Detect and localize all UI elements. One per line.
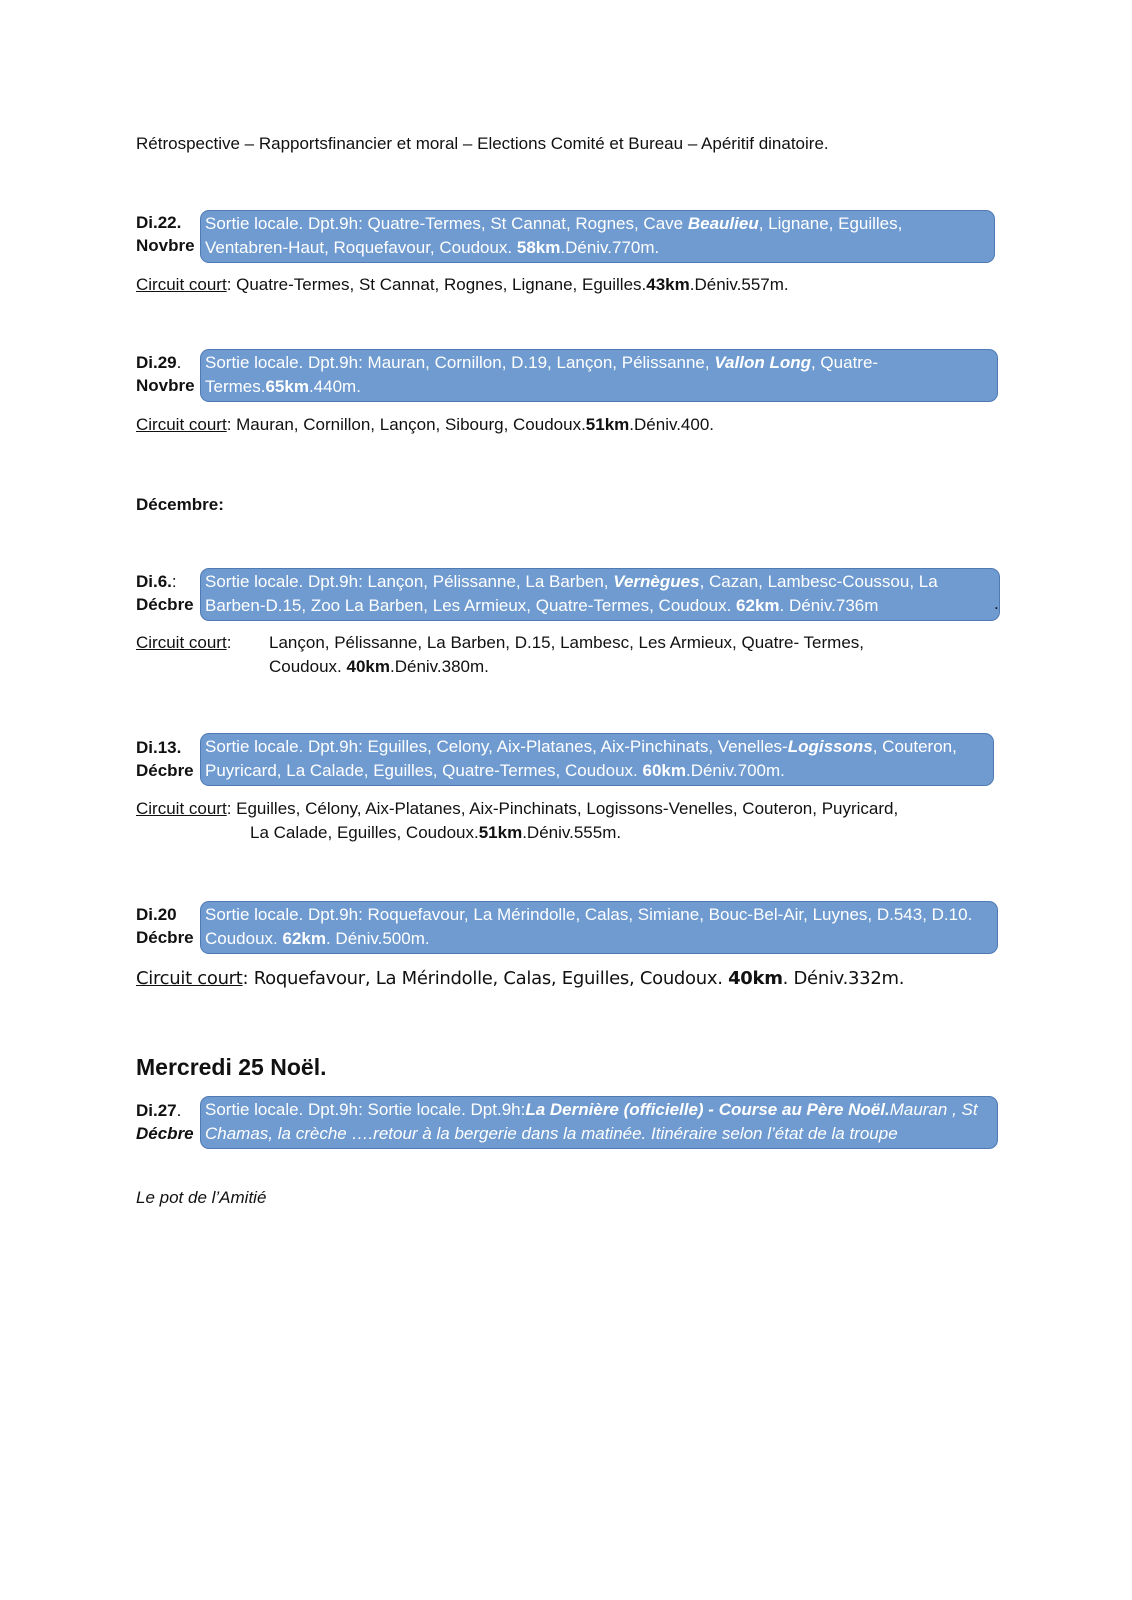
entry-day: Di.13.: [136, 738, 182, 757]
entry-date: Di.29. Novbre: [136, 353, 195, 395]
short-circuit-label: Circuit court: [136, 415, 227, 434]
entry-date: [136, 903, 194, 949]
ride-box: Sortie locale. Dpt.9h: Eguilles, Celony, Aix-Platanes, Aix-Pinchinats, Venelles-Logissons, Couteron, Puyricard, La Calade, Eguilles, Quatre-Termes, Coudoux. 60km.Déniv.700m.: [200, 733, 994, 786]
entry-date: [136, 736, 194, 782]
entry-month: Décbre: [136, 1124, 194, 1143]
ride-box: Sortie locale. Dpt.9h: Sortie locale. Dpt.9h:La Dernière (officielle) - Course au Père Noël.Mauran , St Chamas, la crèche ….retour à la bergerie dans la matinée. Itinéraire selon l’état de la troupe: [200, 1096, 998, 1149]
ride-box: Sortie locale. Dpt.9h: Roquefavour, La Mérindolle, Calas, Simiane, Bouc-Bel-Air, Luynes, D.543, D.10. Coudoux. 62km. Déniv.500m.: [200, 901, 998, 954]
entry-month: Décbre: [136, 761, 194, 780]
entry-month: Novbre: [136, 376, 195, 395]
entry-month: Novbre: [136, 236, 195, 255]
entry-date: Di.27. Décbre: [136, 1101, 194, 1143]
short-circuit: Circuit court: Quatre-Termes, St Cannat, Rognes, Lignane, Eguilles.43km.Déniv.557m.: [136, 275, 789, 294]
short-circuit-label: Circuit court: [136, 799, 227, 818]
entry-date: [136, 211, 195, 257]
entry-day: Di.20: [136, 905, 177, 924]
ride-box: Sortie locale. Dpt.9h: Mauran, Cornillon, D.19, Lançon, Pélissanne, Vallon Long, Quatre-Termes.65km.440m.: [200, 349, 998, 402]
entry-day: Di.22.: [136, 213, 182, 232]
short-circuit-label: Circuit court: [136, 968, 243, 989]
short-circuit-route: La Calade, Eguilles, Coudoux.51km.Déniv.555m.: [250, 823, 622, 842]
short-circuit: Circuit court: Roquefavour, La Mérindolle, Calas, Eguilles, Coudoux. 40km. Déniv.332m.: [136, 968, 905, 989]
entry-day: Di.29: [136, 353, 177, 372]
closing-text: Le pot de l’Amitié: [136, 1188, 267, 1207]
ride-box: Sortie locale. Dpt.9h: Lançon, Pélissanne, La Barben, Vernègues, Cazan, Lambesc-Coussou, La Barben-D.15, Zoo La Barben, Les Armieux, Quatre-Termes, Coudoux. 62km. Déniv.736m: [200, 568, 1000, 621]
short-circuit: Circuit court: Eguilles, Célony, Aix-Platanes, Aix-Pinchinats, Logissons-Venelles, Couteron, Puyricard,: [136, 799, 899, 818]
entry-day: Di.6.: [136, 572, 172, 591]
trailing-dot: .: [994, 594, 999, 613]
ride-box: Sortie locale. Dpt.9h: Quatre-Termes, St Cannat, Rognes, Cave Beaulieu, Lignane, Eguilles, Ventabren-Haut, Roquefavour, Coudoux. 58km.Déniv.770m.: [200, 210, 995, 263]
short-circuit: Circuit court: Mauran, Cornillon, Lançon, Sibourg, Coudoux.51km.Déniv.400.: [136, 415, 715, 434]
entry-month: Décbre: [136, 595, 194, 614]
short-circuit-route: Lançon, Pélissanne, La Barben, D.15, Lambesc, Les Armieux, Quatre- Termes, Coudoux. 40km.Déniv.380m.: [269, 633, 864, 676]
short-circuit-label: Circuit court: [136, 275, 227, 294]
entry-day: Di.27: [136, 1101, 177, 1120]
short-circuit-label: Circuit court: [136, 633, 227, 652]
intro-text: Rétrospective – Rapportsfinancier et moral – Elections Comité et Bureau – Apéritif dinatoire.: [136, 134, 829, 153]
short-circuit: Circuit court:: [136, 633, 232, 652]
entry-date: Di.6.: Décbre: [136, 572, 194, 614]
entry-month: Décbre: [136, 928, 194, 947]
noel-heading: Mercredi 25 Noël.: [136, 1054, 327, 1080]
month-heading: Décembre:: [136, 495, 224, 514]
